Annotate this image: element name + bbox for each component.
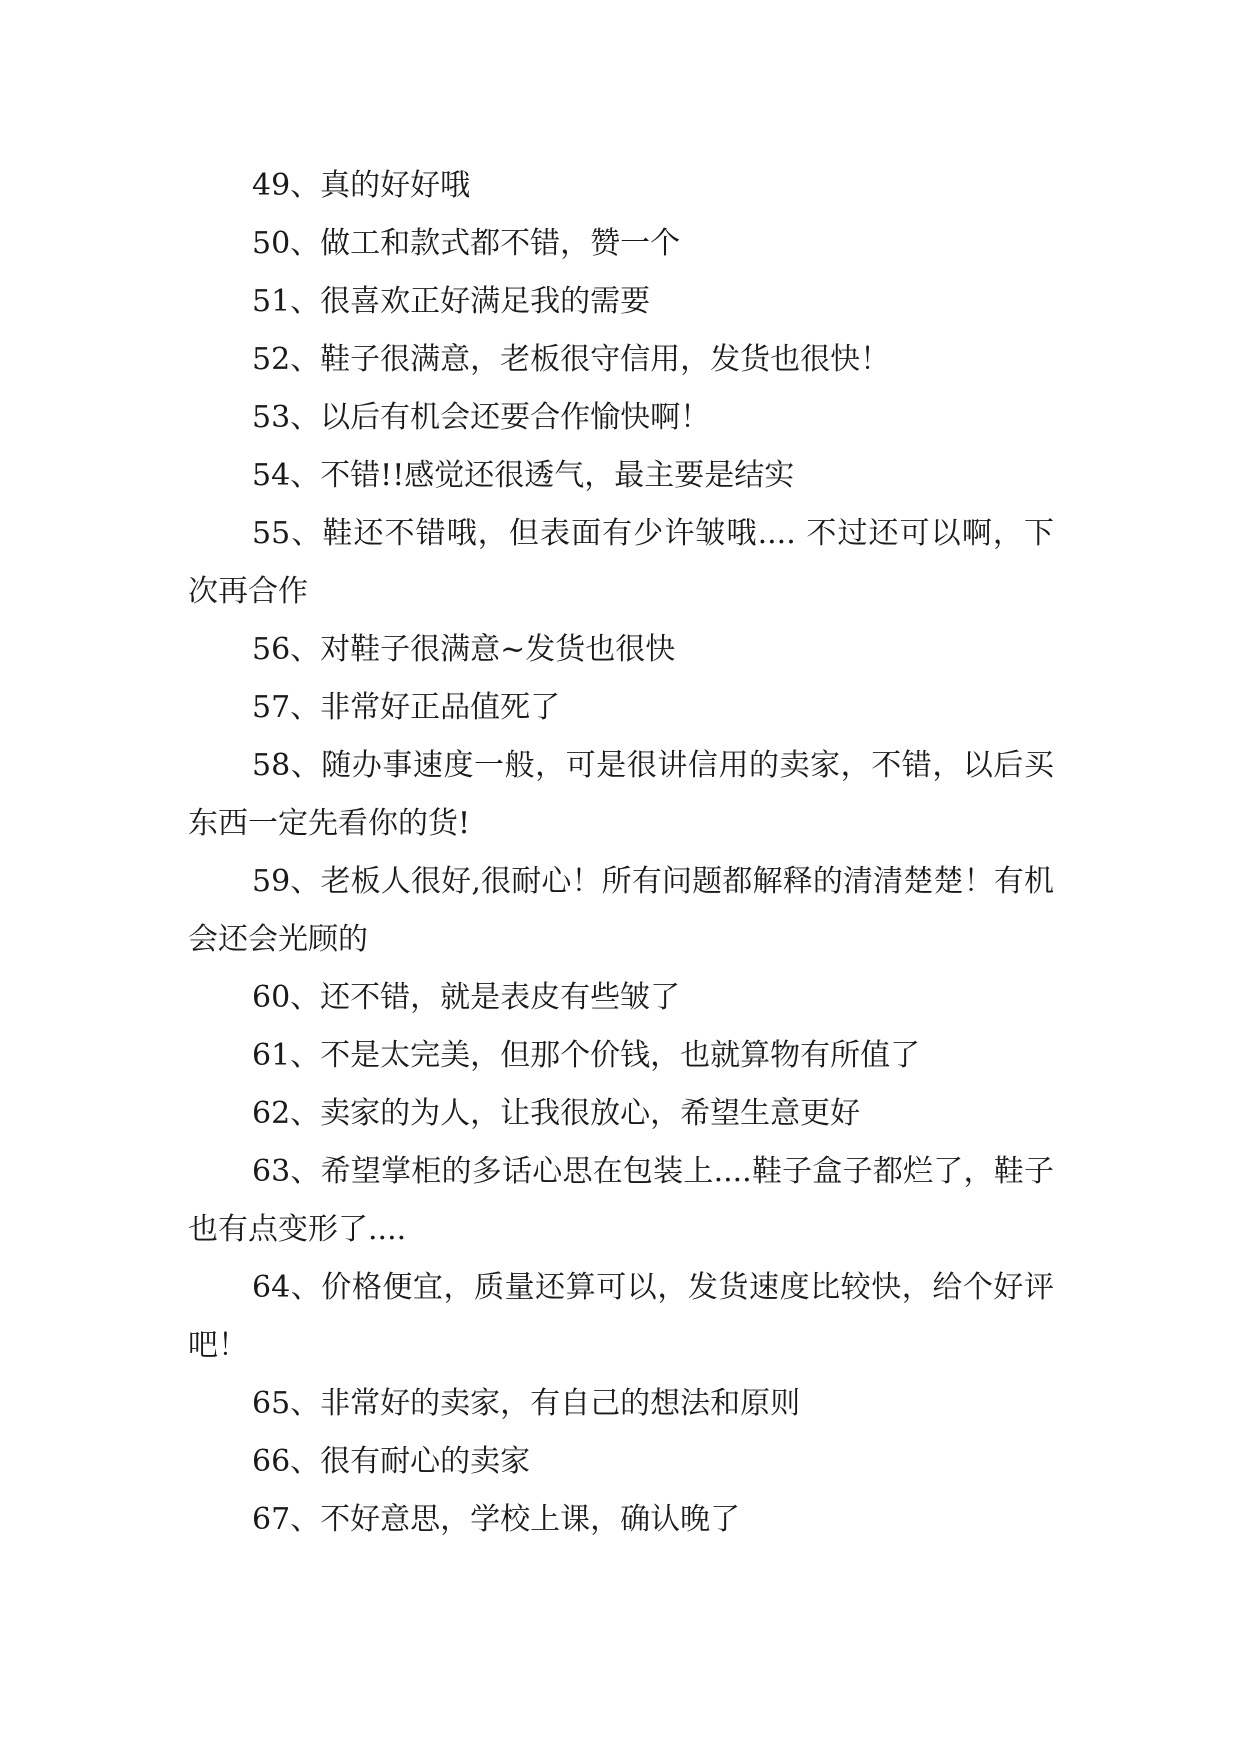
- list-item: 53、以后有机会还要合作愉快啊！: [252, 400, 711, 435]
- list-item: 51、很喜欢正好满足我的需要: [252, 284, 651, 319]
- list-item: 52、鞋子很满意，老板很守信用，发货也很快！: [252, 342, 891, 377]
- list-item: 67、不好意思，学校上课，确认晚了: [252, 1502, 741, 1537]
- list-item: 65、非常好的卖家，有自己的想法和原则: [252, 1386, 801, 1421]
- list-item: 54、不错!!感觉还很透气，最主要是结实: [252, 458, 795, 493]
- list-item: 61、不是太完美，但那个价钱，也就算物有所值了: [252, 1038, 921, 1073]
- list-item: 62、卖家的为人，让我很放心，希望生意更好: [252, 1096, 861, 1131]
- list-item: 57、非常好正品值死了: [252, 690, 561, 725]
- list-item: 56、对鞋子很满意~发货也很快: [252, 632, 676, 667]
- list-item: 63、希望掌柜的多话心思在包装上....鞋子盒子都烂了，鞋子也有点变形了....: [188, 1154, 1054, 1247]
- list-item: 50、做工和款式都不错，赞一个: [252, 226, 681, 261]
- list-item: 55、鞋还不错哦，但表面有少许皱哦.... 不过还可以啊，下次再合作: [188, 516, 1054, 609]
- list-item: 60、还不错，就是表皮有些皱了: [252, 980, 681, 1015]
- list-item: 64、价格便宜，质量还算可以，发货速度比较快，给个好评吧！: [188, 1270, 1054, 1363]
- list-item: 49、真的好好哦: [252, 168, 471, 203]
- list-item: 59、老板人很好,很耐心！所有问题都解释的清清楚楚！有机会还会光顾的: [188, 864, 1054, 957]
- list-item: 58、随办事速度一般，可是很讲信用的卖家，不错，以后买东西一定先看你的货!: [188, 748, 1054, 841]
- list-item: 66、很有耐心的卖家: [252, 1444, 531, 1479]
- document-page: [188, 157, 1054, 1549]
